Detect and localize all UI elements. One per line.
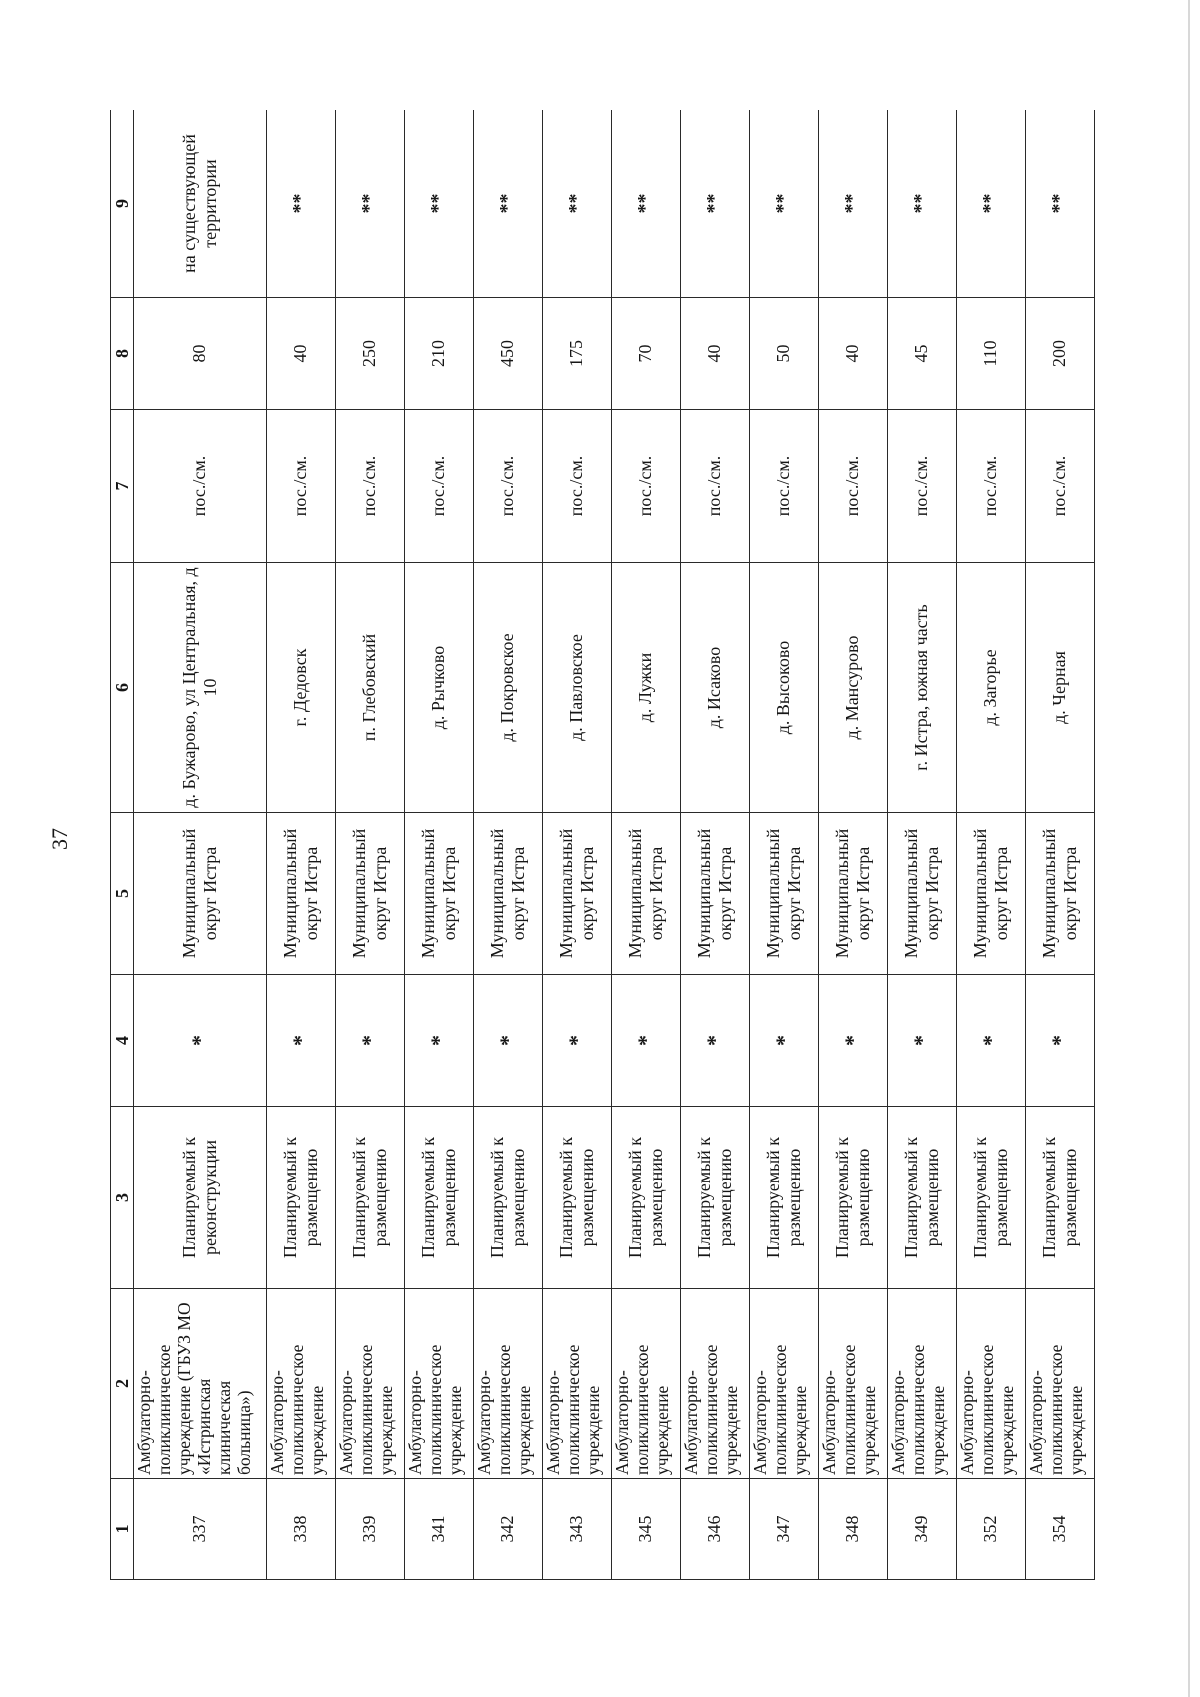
table-row <box>134 110 267 1580</box>
status-cell: Планируемый к размещению <box>818 1107 887 1289</box>
municipality-cell: Муниципальный округ Истра <box>611 813 680 975</box>
column-header: 6 <box>111 563 134 813</box>
unit-cell: пос./см. <box>266 410 335 563</box>
location-cell: д. Бужарово, ул Центральная, д 10 <box>134 563 267 813</box>
status-cell: Планируемый к реконструкции <box>134 1107 267 1289</box>
capacity-cell: 110 <box>956 298 1025 410</box>
location-cell: д. Высоково <box>749 563 818 813</box>
note-cell: ** <box>956 110 1025 298</box>
table-body <box>134 110 1095 1580</box>
note-cell: ** <box>335 110 404 298</box>
municipality-cell: Муниципальный округ Истра <box>404 813 473 975</box>
location-cell: г. Истра, южная часть <box>887 563 956 813</box>
table-row <box>542 110 611 1580</box>
table-row <box>404 110 473 1580</box>
column-header: 2 <box>111 1289 134 1479</box>
capacity-cell: 40 <box>818 298 887 410</box>
rotated-table <box>110 110 1095 1580</box>
municipality-cell: Муниципальный округ Истра <box>134 813 267 975</box>
unit-cell: пос./см. <box>335 410 404 563</box>
column-header: 7 <box>111 410 134 563</box>
location-cell: д. Исаково <box>680 563 749 813</box>
municipality-cell: Муниципальный округ Истра <box>887 813 956 975</box>
row-number-cell: 349 <box>887 1479 956 1580</box>
table-row <box>887 110 956 1580</box>
marker-cell: * <box>134 975 267 1107</box>
unit-cell: пос./см. <box>404 410 473 563</box>
location-cell: д. Покровское <box>473 563 542 813</box>
location-cell: д. Лужки <box>611 563 680 813</box>
capacity-cell: 40 <box>266 298 335 410</box>
unit-cell: пос./см. <box>611 410 680 563</box>
status-cell: Планируемый к размещению <box>266 1107 335 1289</box>
facility-name-cell: Амбулаторно-поликлиническое учреждение <box>473 1289 542 1479</box>
row-number-cell: 346 <box>680 1479 749 1580</box>
table-row <box>335 110 404 1580</box>
row-number-cell: 338 <box>266 1479 335 1580</box>
note-cell: ** <box>818 110 887 298</box>
location-cell: д. Мансурово <box>818 563 887 813</box>
note-cell: ** <box>749 110 818 298</box>
marker-cell: * <box>1025 975 1094 1107</box>
table-row <box>818 110 887 1580</box>
row-number-cell: 345 <box>611 1479 680 1580</box>
row-number-cell: 354 <box>1025 1479 1094 1580</box>
location-cell: д. Загорье <box>956 563 1025 813</box>
table-row <box>1025 110 1094 1580</box>
marker-cell: * <box>473 975 542 1107</box>
row-number-cell: 348 <box>818 1479 887 1580</box>
capacity-cell: 40 <box>680 298 749 410</box>
status-cell: Планируемый к размещению <box>542 1107 611 1289</box>
note-cell: ** <box>1025 110 1094 298</box>
facility-name-cell: Амбулаторно-поликлиническое учреждение <box>818 1289 887 1479</box>
municipality-cell: Муниципальный округ Истра <box>473 813 542 975</box>
facility-name-cell: Амбулаторно-поликлиническое учреждение <box>956 1289 1025 1479</box>
table-row <box>956 110 1025 1580</box>
municipality-cell: Муниципальный округ Истра <box>749 813 818 975</box>
capacity-cell: 70 <box>611 298 680 410</box>
scan-edge-line <box>1188 0 1190 1697</box>
table-row <box>266 110 335 1580</box>
municipality-cell: Муниципальный округ Истра <box>1025 813 1094 975</box>
status-cell: Планируемый к размещению <box>749 1107 818 1289</box>
facility-name-cell: Амбулаторно-поликлиническое учреждение <box>611 1289 680 1479</box>
unit-cell: пос./см. <box>749 410 818 563</box>
location-cell: д. Черная <box>1025 563 1094 813</box>
marker-cell: * <box>818 975 887 1107</box>
municipality-cell: Муниципальный округ Истра <box>818 813 887 975</box>
facility-name-cell: Амбулаторно-поликлиническое учреждение (ГБУЗ МО «Истринская клиническая больница») <box>134 1289 267 1479</box>
unit-cell: пос./см. <box>1025 410 1094 563</box>
location-cell: д. Павловское <box>542 563 611 813</box>
note-cell: ** <box>266 110 335 298</box>
location-cell: д. Рычково <box>404 563 473 813</box>
column-header: 3 <box>111 1107 134 1289</box>
marker-cell: * <box>542 975 611 1107</box>
note-cell: ** <box>611 110 680 298</box>
row-number-cell: 341 <box>404 1479 473 1580</box>
column-header: 1 <box>111 1479 134 1580</box>
row-number-cell: 342 <box>473 1479 542 1580</box>
row-number-cell: 339 <box>335 1479 404 1580</box>
status-cell: Планируемый к размещению <box>404 1107 473 1289</box>
row-number-cell: 337 <box>134 1479 267 1580</box>
capacity-cell: 200 <box>1025 298 1094 410</box>
unit-cell: пос./см. <box>887 410 956 563</box>
row-number-cell: 343 <box>542 1479 611 1580</box>
marker-cell: * <box>335 975 404 1107</box>
table-row <box>749 110 818 1580</box>
status-cell: Планируемый к размещению <box>956 1107 1025 1289</box>
unit-cell: пос./см. <box>680 410 749 563</box>
unit-cell: пос./см. <box>956 410 1025 563</box>
capacity-cell: 50 <box>749 298 818 410</box>
capacity-cell: 210 <box>404 298 473 410</box>
facility-name-cell: Амбулаторно-поликлиническое учреждение <box>335 1289 404 1479</box>
unit-cell: пос./см. <box>134 410 267 563</box>
unit-cell: пос./см. <box>542 410 611 563</box>
capacity-cell: 175 <box>542 298 611 410</box>
marker-cell: * <box>680 975 749 1107</box>
column-header: 5 <box>111 813 134 975</box>
note-cell: ** <box>887 110 956 298</box>
facility-name-cell: Амбулаторно-поликлиническое учреждение <box>266 1289 335 1479</box>
row-number-cell: 347 <box>749 1479 818 1580</box>
column-header: 4 <box>111 975 134 1107</box>
facility-name-cell: Амбулаторно-поликлиническое учреждение <box>542 1289 611 1479</box>
column-header: 9 <box>111 110 134 298</box>
municipality-cell: Муниципальный округ Истра <box>680 813 749 975</box>
note-cell: ** <box>404 110 473 298</box>
marker-cell: * <box>266 975 335 1107</box>
municipality-cell: Муниципальный округ Истра <box>335 813 404 975</box>
marker-cell: * <box>887 975 956 1107</box>
location-cell: п. Глебовский <box>335 563 404 813</box>
table-row <box>611 110 680 1580</box>
marker-cell: * <box>749 975 818 1107</box>
row-number-cell: 352 <box>956 1479 1025 1580</box>
status-cell: Планируемый к размещению <box>335 1107 404 1289</box>
status-cell: Планируемый к размещению <box>680 1107 749 1289</box>
facilities-table <box>110 110 1095 1580</box>
table-row <box>680 110 749 1580</box>
facility-name-cell: Амбулаторно-поликлиническое учреждение <box>404 1289 473 1479</box>
document-table-container <box>110 110 1095 1580</box>
facility-name-cell: Амбулаторно-поликлиническое учреждение <box>1025 1289 1094 1479</box>
status-cell: Планируемый к размещению <box>1025 1107 1094 1289</box>
marker-cell: * <box>956 975 1025 1107</box>
capacity-cell: 45 <box>887 298 956 410</box>
facility-name-cell: Амбулаторно-поликлиническое учреждение <box>680 1289 749 1479</box>
note-cell: ** <box>473 110 542 298</box>
status-cell: Планируемый к размещению <box>473 1107 542 1289</box>
facility-name-cell: Амбулаторно-поликлиническое учреждение <box>887 1289 956 1479</box>
marker-cell: * <box>404 975 473 1107</box>
capacity-cell: 80 <box>134 298 267 410</box>
note-cell: ** <box>680 110 749 298</box>
status-cell: Планируемый к размещению <box>887 1107 956 1289</box>
status-cell: Планируемый к размещению <box>611 1107 680 1289</box>
capacity-cell: 450 <box>473 298 542 410</box>
municipality-cell: Муниципальный округ Истра <box>956 813 1025 975</box>
municipality-cell: Муниципальный округ Истра <box>542 813 611 975</box>
municipality-cell: Муниципальный округ Истра <box>266 813 335 975</box>
note-cell: ** <box>542 110 611 298</box>
facility-name-cell: Амбулаторно-поликлиническое учреждение <box>749 1289 818 1479</box>
unit-cell: пос./см. <box>473 410 542 563</box>
page-number: 37 <box>47 828 72 850</box>
marker-cell: * <box>611 975 680 1107</box>
table-row <box>473 110 542 1580</box>
note-cell: на существующей территории <box>134 110 267 298</box>
column-header: 8 <box>111 298 134 410</box>
unit-cell: пос./см. <box>818 410 887 563</box>
capacity-cell: 250 <box>335 298 404 410</box>
header-row <box>111 110 134 1580</box>
location-cell: г. Дедовск <box>266 563 335 813</box>
